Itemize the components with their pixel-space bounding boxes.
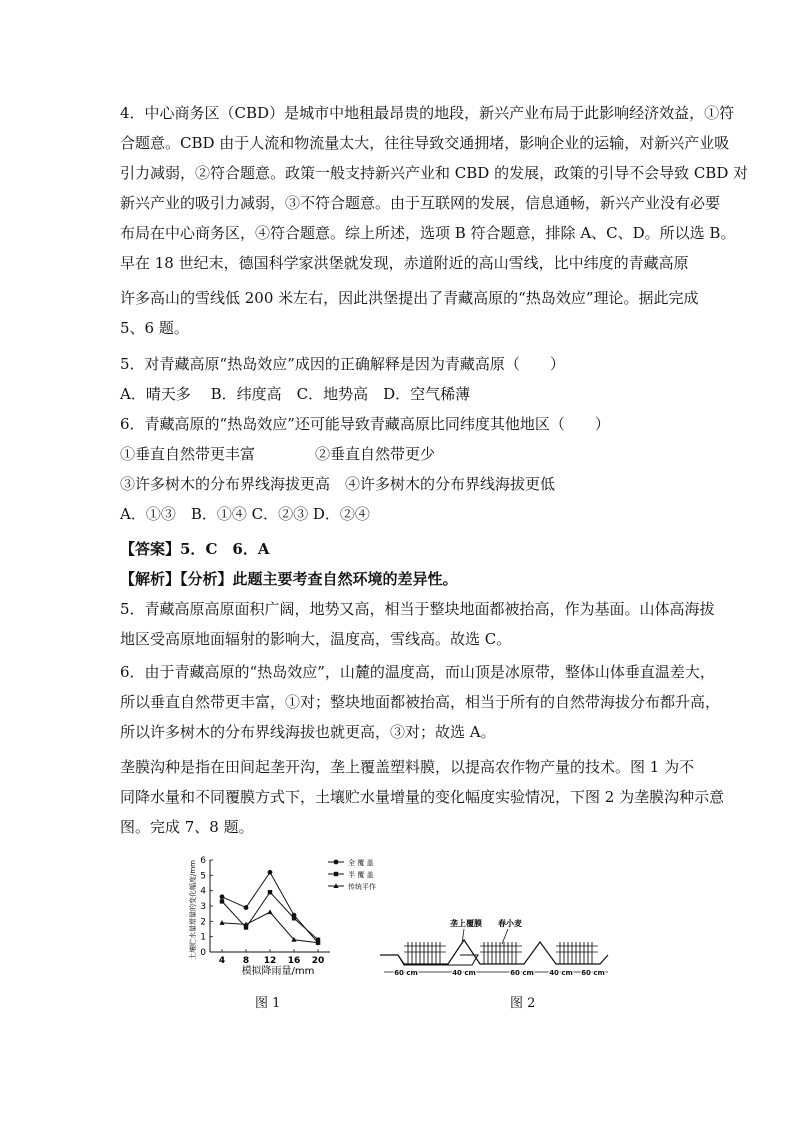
figure-2-caption: 图 2 — [510, 996, 536, 1011]
text-line: 早在 18 世纪末，德国科学家洪堡就发现，赤道附近的高山雪线，比中纬度的青藏高原 — [120, 254, 689, 272]
x-tick-label: 20 — [311, 956, 325, 966]
text-line: ①垂直自然带更丰富 ②垂直自然带更少 — [120, 445, 436, 463]
figure-1-chart — [180, 850, 376, 980]
text-line: 5．青藏高原高原面积广阔，地势又高，相当于整块地面都被抬高，作为基面。山体高海拔 — [120, 600, 715, 618]
wheat-row — [556, 942, 598, 964]
wheat-row — [404, 942, 446, 964]
series-line — [222, 872, 318, 943]
text-line: 6．由于青藏高原的“热岛效应”，山麓的温度高，而山顶是冰原带，整体山体垂直温差大， — [120, 663, 715, 681]
chart-series — [219, 870, 320, 945]
data-point — [220, 894, 225, 899]
text-line: 【解析】【分析】此题主要考查自然环境的差异性。 — [120, 570, 458, 588]
figure-2-diagram — [378, 880, 610, 980]
text-line: 地区受高原地面辐射的影响大，温度高，雪线高。故选 C。 — [120, 630, 512, 648]
data-point — [267, 909, 272, 914]
dimension-label: 60 cm — [581, 969, 605, 977]
dimension-label: 60 cm — [510, 969, 534, 977]
figure-1-caption: 图 1 — [255, 996, 281, 1011]
y-tick-label: 6 — [200, 856, 206, 866]
wheat-plants — [404, 942, 598, 964]
text-line: 垄膜沟种是指在田间起垄开沟，垄上覆盖塑料膜，以提高农作物产量的技术。图 1 为不 — [120, 758, 695, 776]
text-line: 图。完成 7、8 题。 — [120, 818, 254, 836]
dimension-label: 40 cm — [452, 969, 476, 977]
text-line: 【答案】5．C 6．A — [120, 540, 270, 558]
series-square — [220, 890, 320, 942]
data-point — [244, 905, 249, 910]
text-line: 许多高山的雪线低 200 米左右，因此洪堡提出了青藏高原的“热岛效应”理论。据此完成 — [120, 289, 699, 307]
data-point — [268, 870, 273, 875]
x-tick-label: 12 — [263, 956, 277, 966]
film-label: 垄上覆膜 — [450, 919, 482, 928]
text-line: 布局在中心商务区，④符合题意。综上所述，选项 B 符合题意，排除 A、C、D。所以选 B。 — [120, 224, 736, 242]
wheat-label: 春小麦 — [498, 919, 522, 928]
legend-label: 半 覆 盖 — [348, 871, 374, 879]
series-line — [222, 892, 318, 940]
width-dimensions — [384, 969, 608, 977]
text-line: 4．中心商务区（CBD）是城市中地租最昂贵的地段，新兴产业布局于此影响经济效益，①符 — [120, 104, 735, 122]
text-line: 所以许多树木的分布界线海拔也就更高，③对；故选 A。 — [120, 723, 496, 741]
y-tick-label: 4 — [200, 886, 206, 897]
legend-label: 全 覆 盖 — [348, 859, 374, 867]
x-tick-label: 4 — [218, 956, 226, 966]
x-tick-label: 16 — [287, 956, 301, 966]
text-line: 新兴产业的吸引力减弱，③不符合题意。由于互联网的发展，信息通畅，新兴产业没有必要 — [120, 194, 721, 212]
text-line: ③许多树木的分布界线海拔更高 ④许多树木的分布界线海拔更低 — [120, 475, 556, 493]
y-tick-label: 1 — [200, 932, 206, 943]
text-line: 所以垂直自然带更丰富，①对；整块地面都被抬高，相当于所有的自然带海拔分布都升高， — [120, 693, 721, 711]
data-point — [268, 890, 272, 894]
text-line: 同降水量和不同覆膜方式下，土壤贮水量增量的变化幅度实验情况，下图 2 为垄膜沟种示意 — [120, 788, 725, 806]
data-point — [292, 916, 296, 920]
y-tick-label: 2 — [200, 917, 206, 928]
data-point — [334, 860, 339, 865]
text-line: A．①③ B．①④ C．②③ D．②④ — [120, 505, 370, 523]
text-line: 5．对青藏高原“热岛效应”成因的正确解释是因为青藏高原（ ） — [120, 355, 565, 373]
text-line: 6．青藏高原的“热岛效应”还可能导致青藏高原比同纬度其他地区（ ） — [120, 415, 610, 433]
wheat-row — [480, 942, 522, 964]
y-axis-label: 土壤贮水量增量的变化幅度/mm — [189, 860, 197, 960]
dimension-label: 40 cm — [549, 969, 573, 977]
series-circle — [220, 870, 321, 945]
x-axis-label: 模拟降雨量/mm — [241, 966, 315, 977]
data-point — [220, 899, 224, 903]
chart-legend — [328, 858, 376, 891]
dimension-label: 60 cm — [394, 969, 418, 977]
y-tick-label: 5 — [200, 871, 206, 882]
y-tick-label: 0 — [200, 948, 206, 958]
data-point — [334, 872, 338, 876]
text-line: 引力减弱，②符合题意。政策一般支持新兴产业和 CBD 的发展，政策的引导不会导致 CBD 对 — [120, 164, 749, 182]
text-line: 5、6 题。 — [120, 319, 189, 337]
y-tick-label: 3 — [200, 902, 206, 912]
wheat-pointer — [502, 929, 508, 944]
x-tick-label: 8 — [242, 956, 250, 966]
text-line: A．晴天多 B．纬度高 C．地势高 D．空气稀薄 — [120, 385, 471, 403]
chart-ticks — [200, 856, 324, 966]
data-point — [219, 920, 224, 925]
legend-label: 传统平作 — [348, 883, 376, 891]
text-line: 合题意。CBD 由于人流和物流量太大，往往导致交通拥堵，影响企业的运输，对新兴产业吸 — [120, 134, 730, 152]
